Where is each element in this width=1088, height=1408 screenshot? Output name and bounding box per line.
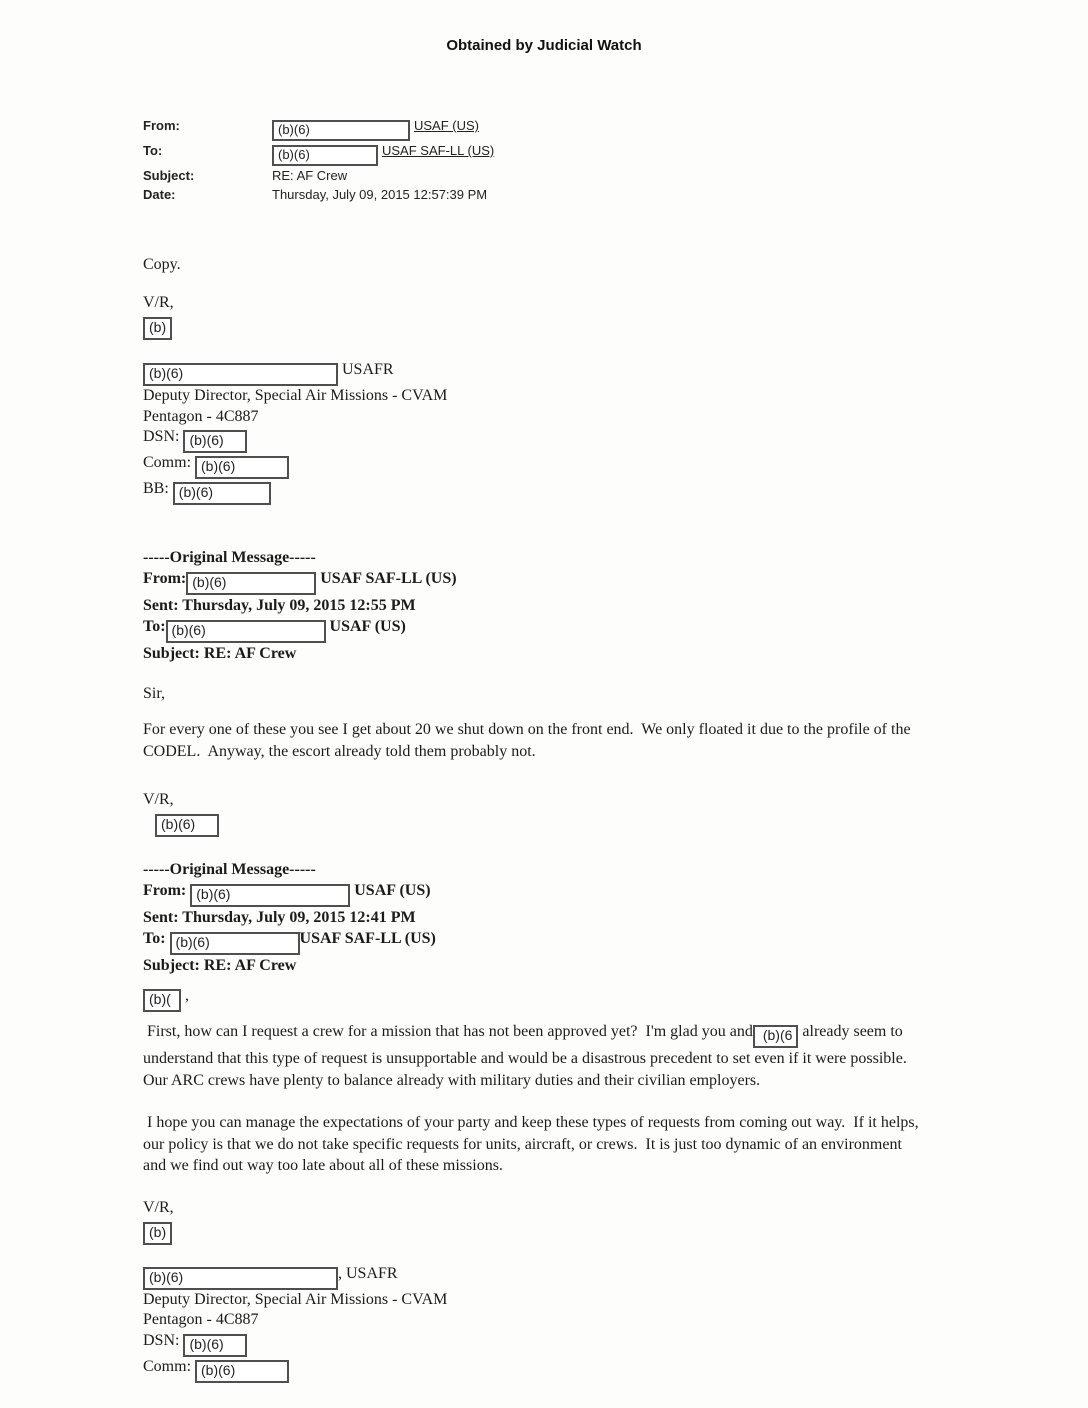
sig2-office: Pentagon - 4C887 xyxy=(143,1311,259,1328)
msg3-closing: V/R, xyxy=(143,1198,174,1216)
from-label: From: xyxy=(143,882,187,899)
msg2-closing: V/R, xyxy=(143,791,174,808)
redaction-box: (b)(6) xyxy=(272,120,410,141)
om1-sent-value: Thursday, July 09, 2015 12:55 PM xyxy=(178,597,416,614)
redaction-box: (b)(6) xyxy=(155,814,219,837)
redaction-box: (b)(6) xyxy=(183,430,247,453)
signature-block-1 xyxy=(143,360,925,505)
dsn-label: DSN: xyxy=(143,428,180,445)
reply-signer-line xyxy=(143,315,925,340)
om1-divider: -----Original Message----- xyxy=(143,549,316,566)
sig1-title: Deputy Director, Special Air Missions - CVAM xyxy=(143,387,448,404)
om1-to-value: USAF (US) xyxy=(329,618,406,635)
watermark: Obtained by Judicial Watch xyxy=(446,37,642,54)
to-value: USAF SAF-LL (US) xyxy=(382,143,495,158)
redaction-box: (b)(6) xyxy=(183,1334,247,1357)
om2-to-value: USAF SAF-LL (US) xyxy=(299,930,436,947)
to-label: To: xyxy=(143,930,166,947)
header-to-row xyxy=(143,141,925,166)
msg3-paragraph-1 xyxy=(143,1021,925,1091)
original-message-2-header xyxy=(143,859,925,976)
comm-label: Comm: xyxy=(143,454,192,471)
om2-subject-line xyxy=(143,955,925,976)
from-label: From: xyxy=(143,118,180,133)
from-value: USAF (US) xyxy=(414,118,479,133)
redaction-box: (b)(6) xyxy=(143,1267,338,1290)
redaction-box: (b)(6) xyxy=(173,482,271,505)
redaction-box: (b) xyxy=(143,1222,172,1245)
redaction-box: (b)(6) xyxy=(195,456,289,479)
sig2-dsn-line xyxy=(143,1331,925,1357)
msg3-greeting-punct: , xyxy=(185,987,189,1004)
subject-label: Subject: xyxy=(143,957,200,974)
om1-sent-line xyxy=(143,595,925,616)
om1-subject-line xyxy=(143,643,925,664)
redaction-box: (b)(6) xyxy=(195,1360,289,1383)
om1-from-value: USAF SAF-LL (US) xyxy=(320,570,457,587)
subject-value: RE: AF Crew xyxy=(272,168,348,183)
reply-body: Copy. xyxy=(143,256,181,273)
msg2-paragraph: For every one of these you see I get about 20 we shut down on the front end. We only floated it due to the profile of the CODEL. Anyway, the escort already told them probably not. xyxy=(143,721,915,760)
subject-label: Subject: xyxy=(143,168,195,183)
om2-from-line xyxy=(143,880,925,907)
om2-sent-value: Thursday, July 09, 2015 12:41 PM xyxy=(178,909,416,926)
date-value: Thursday, July 09, 2015 12:57:39 PM xyxy=(272,187,488,202)
sig2-title: Deputy Director, Special Air Missions - CVAM xyxy=(143,1290,448,1308)
sig1-bb-line xyxy=(143,479,925,505)
from-label: From: xyxy=(143,570,187,587)
bb-label: BB: xyxy=(143,480,169,497)
comm-label: Comm: xyxy=(143,1357,192,1375)
om2-from-value: USAF (US) xyxy=(354,882,431,899)
msg3-signer-line xyxy=(143,1220,925,1245)
om2-divider: -----Original Message----- xyxy=(143,861,316,878)
sig2-name-line xyxy=(143,1264,925,1290)
msg3-greeting-line xyxy=(143,985,925,1012)
msg3-para1-after: already seem to understand that this type of request is unsupportable and would be a disastrous precedent to set even if it were possible. Our ARC crews have plenty to balance already with military duties and their civilian employers. xyxy=(143,1023,915,1089)
email-header xyxy=(143,116,925,204)
redaction-box: (b)(6) xyxy=(190,884,350,907)
redaction-box: (b) xyxy=(143,317,172,340)
om2-subject-value: RE: AF Crew xyxy=(199,957,297,974)
to-label: To: xyxy=(143,143,163,158)
header-from-row xyxy=(143,116,925,141)
dsn-label: DSN: xyxy=(143,1331,180,1349)
from-value-wrap xyxy=(272,116,925,141)
date-label: Date: xyxy=(143,187,176,202)
sig1-dsn-line xyxy=(143,427,925,453)
signature-block-2 xyxy=(143,1264,925,1383)
reply-closing: V/R, xyxy=(143,294,174,311)
redaction-box: (b)(6 xyxy=(753,1025,799,1048)
sig2-branch: , USAFR xyxy=(338,1264,398,1282)
redaction-box: (b)(6) xyxy=(170,932,300,955)
original-message-1-header xyxy=(143,547,925,664)
sig2-comm-line xyxy=(143,1357,925,1383)
redaction-box: (b)(6) xyxy=(166,620,326,643)
redaction-box: (b)(6) xyxy=(272,145,378,166)
msg3-paragraph-2: I hope you can manage the expectations of your party and keep these types of requests from coming out way. If it helps, our policy is that we do not take specific requests for units, aircraft, or crews. It is just too dynamic of an environment and we find out way too late about all of these missions. xyxy=(143,1114,923,1174)
redaction-box: (b)( xyxy=(143,989,181,1012)
subject-label: Subject: xyxy=(143,645,200,662)
header-date-row xyxy=(143,185,925,204)
email-content xyxy=(143,116,925,1383)
header-subject-row xyxy=(143,166,925,185)
redaction-box: (b)(6) xyxy=(186,572,316,595)
sig1-comm-line xyxy=(143,453,925,479)
redaction-box: (b)(6) xyxy=(143,363,338,386)
sent-label: Sent: xyxy=(143,597,179,614)
sig1-office: Pentagon - 4C887 xyxy=(143,407,259,425)
om1-to-line xyxy=(143,616,925,643)
msg2-signer-line xyxy=(155,812,925,837)
to-label: To: xyxy=(143,618,166,635)
msg2-greeting: Sir, xyxy=(143,685,166,702)
to-value-wrap xyxy=(272,141,925,166)
om1-from-line xyxy=(143,568,925,595)
om1-subject-value: RE: AF Crew xyxy=(199,645,297,662)
sig1-branch: USAFR xyxy=(342,361,394,378)
om2-to-line xyxy=(143,928,925,955)
sig1-name-line xyxy=(143,360,925,386)
msg3-para1-before: First, how can I request a crew for a mission that has not been approved yet? I'm glad you and xyxy=(147,1023,753,1040)
om2-sent-line xyxy=(143,907,925,928)
sent-label: Sent: xyxy=(143,909,179,926)
